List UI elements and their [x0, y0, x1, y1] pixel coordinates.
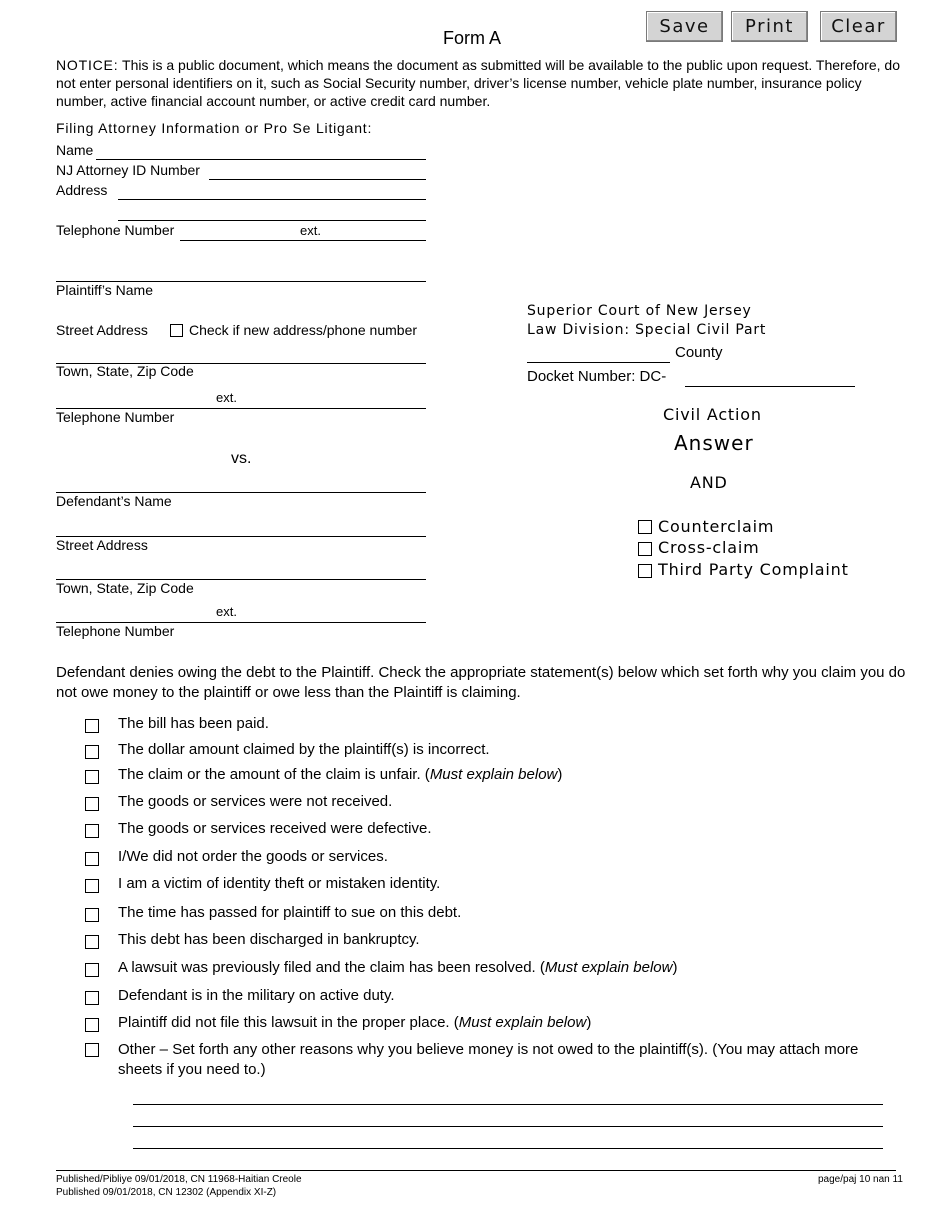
- versus-label: vs.: [231, 450, 252, 467]
- footer-divider: [56, 1170, 896, 1171]
- civil-action-label: Civil Action: [663, 405, 762, 424]
- reason-checkbox-11[interactable]: [85, 991, 99, 1005]
- reason-checkbox-4[interactable]: [85, 797, 99, 811]
- plaintiff-name-label: Plaintiff’s Name: [56, 282, 154, 298]
- attorney-heading: Filing Attorney Information or Pro Se Litigant:: [56, 120, 373, 136]
- other-reason-label: Other – Set forth any other reasons why you believe money is not owed to the plaintiff(s). (You may attach more sheets if you need to.): [118, 1041, 859, 1078]
- explanation-line-3[interactable]: [133, 1148, 883, 1149]
- answer-label: Answer: [674, 431, 754, 455]
- reason-label: I am a victim of identity theft or mistaken identity.: [118, 875, 441, 892]
- telephone-label: Telephone Number: [56, 222, 175, 238]
- defendant-town-label: Town, State, Zip Code: [56, 580, 194, 596]
- reason-checkbox-6[interactable]: [85, 852, 99, 866]
- address-field-2[interactable]: [118, 220, 426, 221]
- cross-claim-label: Cross-claim: [658, 538, 760, 557]
- address-field-1[interactable]: [118, 199, 426, 200]
- defendant-ext-label: ext.: [216, 604, 237, 619]
- and-label: AND: [690, 473, 728, 492]
- reason-checkbox-other[interactable]: [85, 1043, 99, 1057]
- third-party-complaint-label: Third Party Complaint: [658, 560, 849, 579]
- reason-checkbox-7[interactable]: [85, 879, 99, 893]
- counterclaim-label: Counterclaim: [658, 517, 775, 536]
- defendant-street-label: Street Address: [56, 537, 148, 553]
- plaintiff-ext-label: ext.: [216, 390, 237, 405]
- print-button[interactable]: Print: [731, 11, 808, 42]
- plaintiff-town-label: Town, State, Zip Code: [56, 363, 194, 379]
- name-label: Name: [56, 142, 94, 158]
- reason-label: The goods or services received were defective.: [118, 820, 432, 837]
- new-address-label: Check if new address/phone number: [189, 322, 418, 338]
- reason-checkbox-8[interactable]: [85, 908, 99, 922]
- address-label: Address: [56, 182, 108, 198]
- reason-label: The bill has been paid.: [118, 715, 269, 732]
- page-number: page/paj 10 nan 11: [818, 1174, 903, 1185]
- reason-label: Defendant is in the military on active duty.: [118, 987, 395, 1004]
- defendant-name-label: Defendant’s Name: [56, 493, 172, 509]
- attorney-id-field[interactable]: [209, 179, 426, 180]
- attorney-id-label: NJ Attorney ID Number: [56, 162, 200, 178]
- footer-published-line-1: Published/Pibliye 09/01/2018, CN 11968-Haitian Creole: [56, 1174, 302, 1185]
- form-title: Form A: [443, 28, 502, 48]
- denial-intro: Defendant denies owing the debt to the Plaintiff. Check the appropriate statement(s) below which set forth why you claim you do not owe money to the plaintiff or owe less than the Plaintiff is claiming.: [56, 664, 906, 701]
- county-field[interactable]: [527, 362, 670, 363]
- notice-label: NOTICE:: [56, 57, 119, 73]
- reason-label: The time has passed for plaintiff to sue on this debt.: [118, 904, 462, 921]
- court-name: Superior Court of New Jersey: [527, 303, 752, 319]
- clear-button[interactable]: Clear: [820, 11, 897, 42]
- save-button[interactable]: Save: [646, 11, 723, 42]
- reason-label: I/We did not order the goods or services.: [118, 848, 388, 865]
- reason-checkbox-5[interactable]: [85, 824, 99, 838]
- plaintiff-phone-label: Telephone Number: [56, 409, 175, 425]
- ext-label: ext.: [300, 223, 321, 238]
- defendant-phone-label: Telephone Number: [56, 623, 175, 639]
- third-party-complaint-checkbox[interactable]: [638, 564, 652, 578]
- reason-label: Plaintiff did not file this lawsuit in the proper place. (Must explain below): [118, 1014, 592, 1031]
- reason-checkbox-1[interactable]: [85, 719, 99, 733]
- explanation-line-1[interactable]: [133, 1104, 883, 1105]
- docket-field[interactable]: [685, 386, 855, 387]
- court-division: Law Division: Special Civil Part: [527, 322, 767, 338]
- new-address-checkbox[interactable]: [170, 324, 183, 337]
- reason-label: The claim or the amount of the claim is unfair. (Must explain below): [118, 766, 563, 783]
- reason-checkbox-9[interactable]: [85, 935, 99, 949]
- reason-checkbox-10[interactable]: [85, 963, 99, 977]
- counterclaim-checkbox[interactable]: [638, 520, 652, 534]
- explanation-line-2[interactable]: [133, 1126, 883, 1127]
- docket-label: Docket Number: DC-: [527, 368, 667, 385]
- name-field[interactable]: [96, 159, 426, 160]
- reason-label: This debt has been discharged in bankruptcy.: [118, 931, 420, 948]
- county-label: County: [675, 344, 723, 361]
- reason-label: The dollar amount claimed by the plaintiff(s) is incorrect.: [118, 741, 490, 758]
- reason-checkbox-2[interactable]: [85, 745, 99, 759]
- public-notice: [56, 56, 906, 110]
- reason-label: A lawsuit was previously filed and the claim has been resolved. (Must explain below): [118, 959, 678, 976]
- notice-text: This is a public document, which means the document as submitted will be available to the public upon request. Therefore, do not enter personal identifiers on it, such as Social Security number, driver’s license number, vehicle plate number, insurance policy number, active financial account number, or active credit card number.: [56, 57, 900, 109]
- footer-published-line-2: Published 09/01/2018, CN 12302 (Appendix XI-Z): [56, 1187, 277, 1198]
- reason-checkbox-3[interactable]: [85, 770, 99, 784]
- cross-claim-checkbox[interactable]: [638, 542, 652, 556]
- reason-checkbox-12[interactable]: [85, 1018, 99, 1032]
- telephone-field[interactable]: [180, 240, 426, 241]
- plaintiff-street-label: Street Address: [56, 322, 148, 338]
- reason-label: The goods or services were not received.: [118, 793, 393, 810]
